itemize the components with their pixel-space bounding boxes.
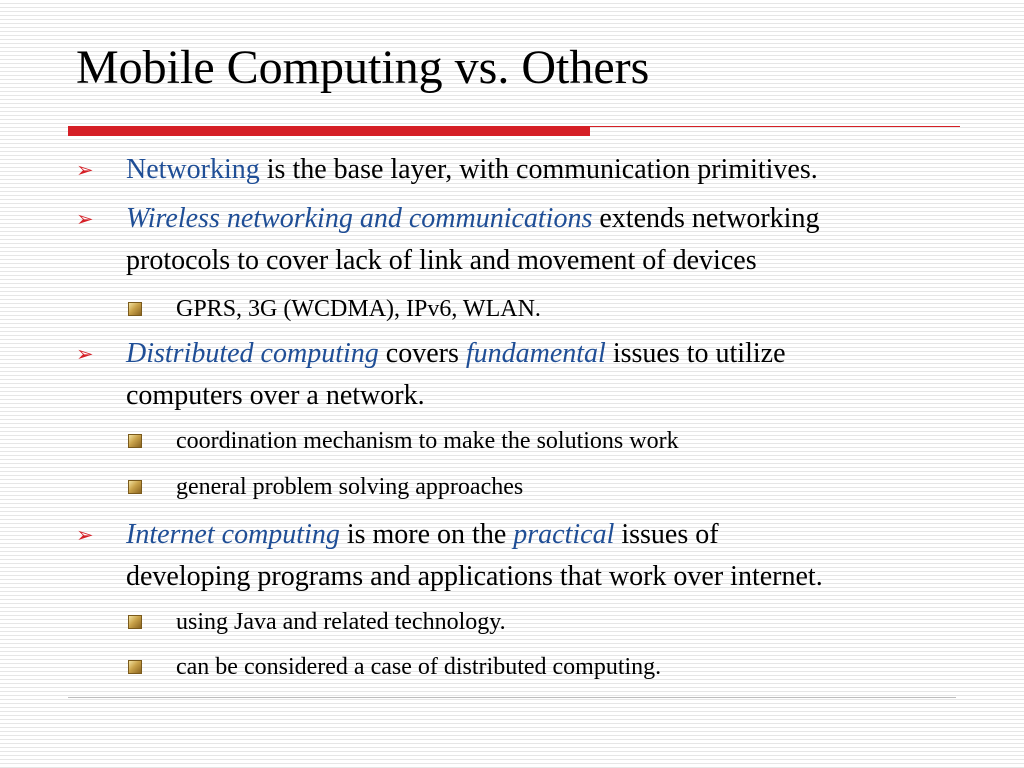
arrow-bullet-icon: ➢	[76, 342, 94, 366]
bullet-body: is the base layer, with communication primitives.	[259, 154, 818, 185]
bullet-body-continued: developing programs and applications that work over internet.	[126, 561, 823, 592]
sub-bullet-text: coordination mechanism to make the solutions work	[176, 428, 679, 454]
bullet-body: is more on the	[339, 519, 514, 550]
gold-square-bullet-icon	[128, 302, 142, 316]
sub-bullet-text: can be considered a case of distributed computing.	[176, 654, 662, 680]
sub-bullet-text: GPRS, 3G (WCDMA), IPv6, WLAN.	[176, 296, 541, 322]
sub-bullet-text: general problem solving approaches	[176, 474, 524, 500]
arrow-bullet-icon: ➢	[76, 523, 94, 547]
gold-square-bullet-icon	[128, 660, 142, 674]
slide-title: Mobile Computing vs. Others	[76, 41, 650, 94]
arrow-bullet-icon: ➢	[76, 207, 94, 231]
bullet-body-continued: computers over a network.	[126, 380, 425, 411]
bullet-body-end: issues of	[614, 519, 719, 550]
bullet-highlight: Networking	[126, 154, 260, 185]
bullet-highlight: Wireless networking and communications	[126, 203, 593, 234]
bullet-body: covers	[378, 338, 466, 369]
gold-square-bullet-icon	[128, 615, 142, 629]
bullet-text	[126, 333, 1006, 417]
bullet-highlight-secondary: fundamental	[465, 338, 606, 369]
arrow-bullet-icon: ➢	[76, 158, 94, 182]
gold-square-bullet-icon	[128, 480, 142, 494]
bullet-body: extends networking	[592, 203, 820, 234]
bullet-highlight: Distributed computing	[126, 338, 379, 369]
bullet-text	[126, 514, 1006, 598]
bullet-highlight-secondary: practical	[513, 519, 615, 550]
sub-bullet-text: using Java and related technology.	[176, 609, 506, 635]
bullet-body-end: issues to utilize	[605, 338, 786, 369]
bullet-highlight: Internet computing	[126, 519, 340, 550]
bullet-text	[126, 149, 1006, 191]
gold-square-bullet-icon	[128, 434, 142, 448]
bullet-text	[126, 198, 1006, 282]
bullet-body-continued: protocols to cover lack of link and movement of devices	[126, 245, 757, 276]
